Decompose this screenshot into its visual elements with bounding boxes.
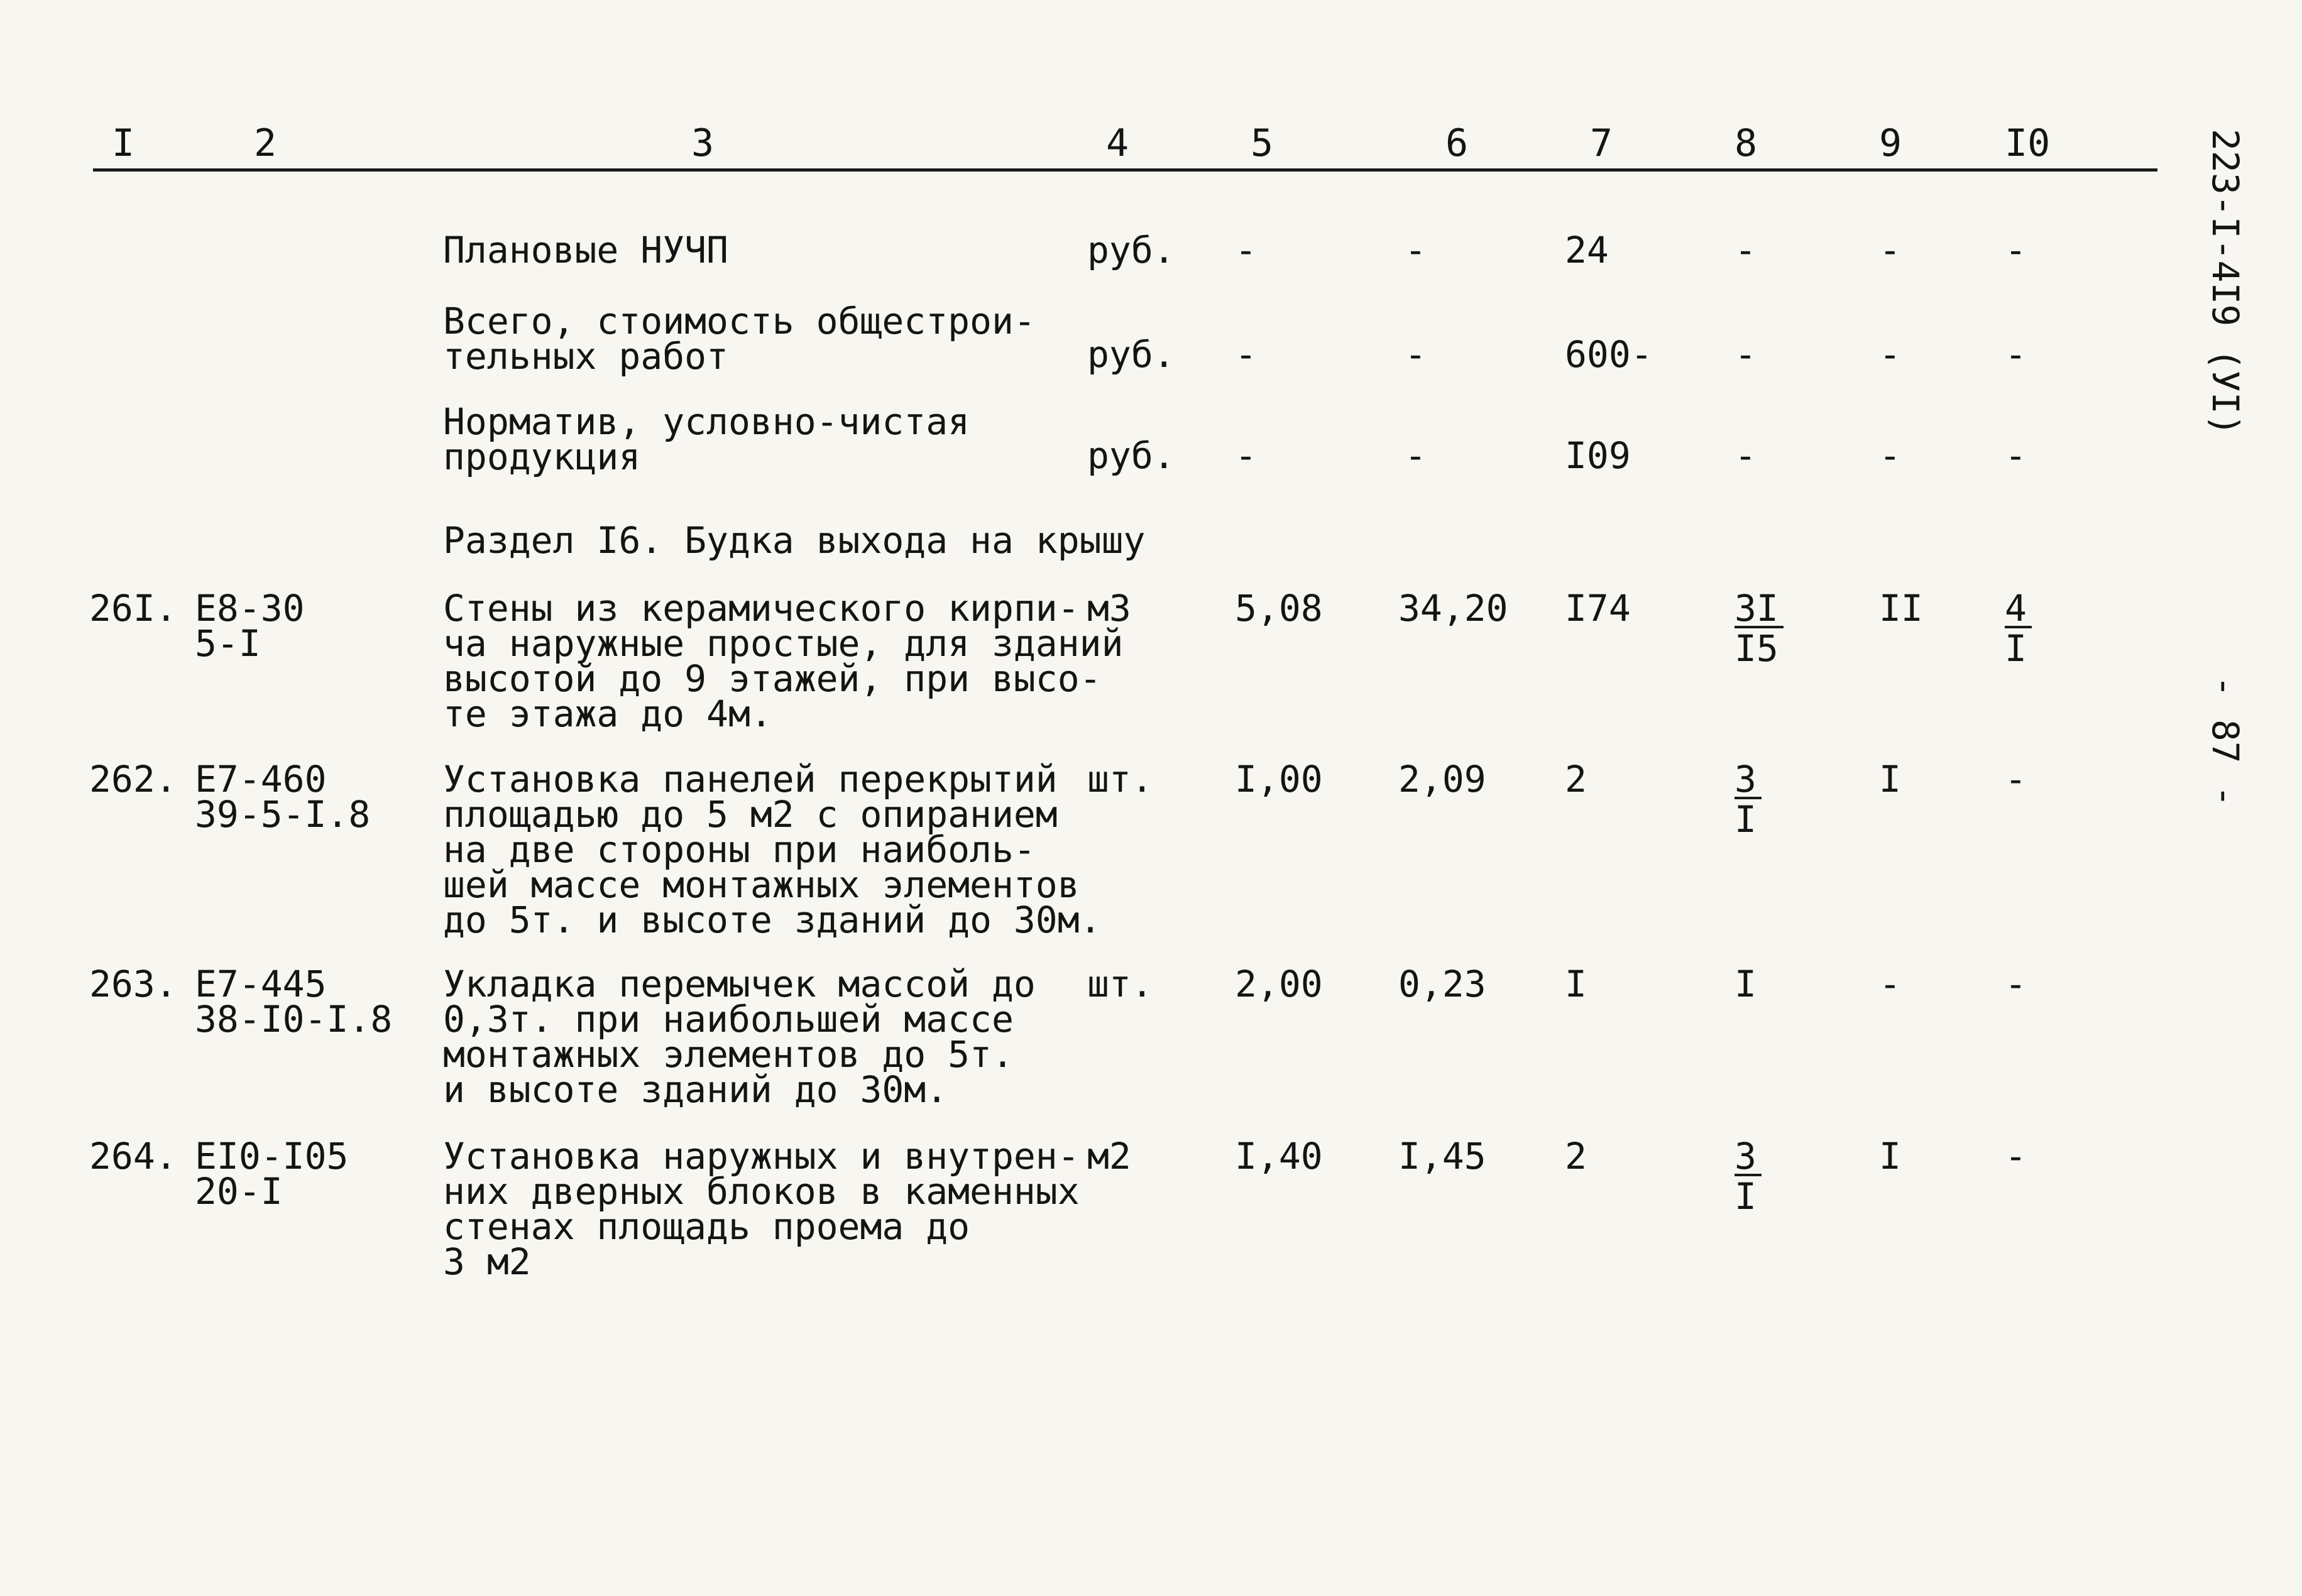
item-number: 262.	[89, 758, 177, 801]
summary-row-desc: Всего, стоимость общестрои- тельных работ	[443, 300, 1036, 378]
summary-row-unit: руб.	[1087, 434, 1175, 477]
item-c9: -	[1879, 963, 1901, 1005]
item-c8-numerator: 3I	[1735, 591, 1784, 628]
item-c5: 5,08	[1235, 587, 1323, 630]
col-header-9: 9	[1879, 121, 1902, 165]
summary-row-c9: -	[1879, 434, 1901, 477]
summary-row-c8: -	[1735, 434, 1757, 477]
item-c5: I,00	[1235, 758, 1323, 801]
col-header-5: 5	[1251, 121, 1274, 165]
item-code: ЕI0-I05 20-I	[195, 1135, 349, 1213]
item-unit: м2	[1087, 1135, 1131, 1178]
item-c10-fraction	[2005, 587, 2032, 670]
summary-row-c5: -	[1235, 229, 1257, 271]
item-c10: -	[2005, 963, 2027, 1005]
item-c7: I74	[1565, 587, 1631, 630]
item-c7: 2	[1565, 758, 1587, 801]
summary-row-unit: руб.	[1087, 333, 1175, 376]
item-number: 263.	[89, 963, 177, 1005]
summary-row-unit: руб.	[1087, 229, 1175, 271]
summary-row-desc: Плановые НУЧП	[443, 229, 728, 271]
item-description: Стены из керамического кирпи- ча наружные простые, для зданий высотой до 9 этажей, при высо- те этажа до 4м.	[443, 587, 1124, 735]
item-c10: -	[2005, 1135, 2027, 1178]
col-header-8: 8	[1735, 121, 1758, 165]
item-c9: I	[1879, 758, 1901, 801]
item-c10-denominator: I	[2005, 627, 2027, 670]
header-rule	[93, 168, 2157, 172]
item-code: Е7-445 38-I0-I.8	[195, 963, 393, 1041]
item-c9: I	[1879, 1135, 1901, 1178]
item-description: Укладка перемычек массой до 0,3т. при наибольшей массе монтажных элементов до 5т. и высоте зданий до 30м.	[443, 963, 1036, 1111]
item-c6: I,45	[1398, 1135, 1486, 1178]
item-c6: 34,20	[1398, 587, 1508, 630]
item-c9: II	[1879, 587, 1923, 630]
item-c8-denominator: I5	[1735, 627, 1779, 670]
summary-row-c7: 600-	[1565, 333, 1653, 376]
item-c7: 2	[1565, 1135, 1587, 1178]
summary-row-c6: -	[1405, 229, 1427, 271]
summary-row-c5: -	[1235, 333, 1257, 376]
summary-row-c10: -	[2005, 434, 2027, 477]
item-c7: I	[1565, 963, 1587, 1005]
item-c6: 0,23	[1398, 963, 1486, 1005]
item-unit: шт.	[1087, 963, 1153, 1005]
item-c8-numerator: 3	[1735, 762, 1762, 799]
summary-row-c9: -	[1879, 229, 1901, 271]
item-c8-numerator: 3	[1735, 1139, 1762, 1176]
item-c8: I	[1735, 963, 1757, 1005]
item-description: Установка наружных и внутрен- них дверных блоков в каменных стенах площадь проема до 3 м2	[443, 1135, 1080, 1283]
summary-row-c10: -	[2005, 333, 2027, 376]
col-header-2: 2	[254, 121, 277, 165]
summary-row-c5: -	[1235, 434, 1257, 477]
summary-row-c7: I09	[1565, 434, 1631, 477]
summary-row-c10: -	[2005, 229, 2027, 271]
item-c5: 2,00	[1235, 963, 1323, 1005]
item-c8-fraction	[1735, 587, 1784, 670]
col-header-3: 3	[691, 121, 715, 165]
section-title: Раздел I6. Будка выхода на крышу	[443, 519, 1146, 562]
item-c10: -	[2005, 758, 2027, 801]
item-number: 26I.	[89, 587, 177, 630]
item-c8-fraction	[1735, 1135, 1762, 1218]
summary-row-c6: -	[1405, 333, 1427, 376]
item-description: Установка панелей перекрытий площадью до 5 м2 с опиранием на две стороны при наиболь- шей массе монтажных элементов до 5т. и высоте зданий до 30м.	[443, 758, 1102, 941]
col-header-6: 6	[1445, 121, 1469, 165]
document-code: 223-I-4I9 (УI)	[2204, 129, 2247, 436]
summary-row-c8: -	[1735, 229, 1757, 271]
item-c8-fraction	[1735, 758, 1762, 841]
summary-row-c8: -	[1735, 333, 1757, 376]
item-unit: м3	[1087, 587, 1131, 630]
col-header-1: I	[112, 121, 135, 165]
item-unit: шт.	[1087, 758, 1153, 801]
item-c10-numerator: 4	[2005, 591, 2032, 628]
page-number: - 87 -	[2204, 675, 2247, 807]
summary-row-desc: Норматив, условно-чистая продукция	[443, 400, 970, 478]
summary-row-c9: -	[1879, 333, 1901, 376]
item-c6: 2,09	[1398, 758, 1486, 801]
col-header-10: I0	[2005, 121, 2051, 165]
item-c5: I,40	[1235, 1135, 1323, 1178]
item-number: 264.	[89, 1135, 177, 1178]
col-header-4: 4	[1106, 121, 1129, 165]
item-c8-denominator: I	[1735, 1175, 1757, 1218]
item-code: Е8-30 5-I	[195, 587, 305, 665]
item-c8-denominator: I	[1735, 798, 1757, 841]
summary-row-c6: -	[1405, 434, 1427, 477]
summary-row-c7: 24	[1565, 229, 1609, 271]
col-header-7: 7	[1590, 121, 1613, 165]
item-code: Е7-460 39-5-I.8	[195, 758, 371, 836]
